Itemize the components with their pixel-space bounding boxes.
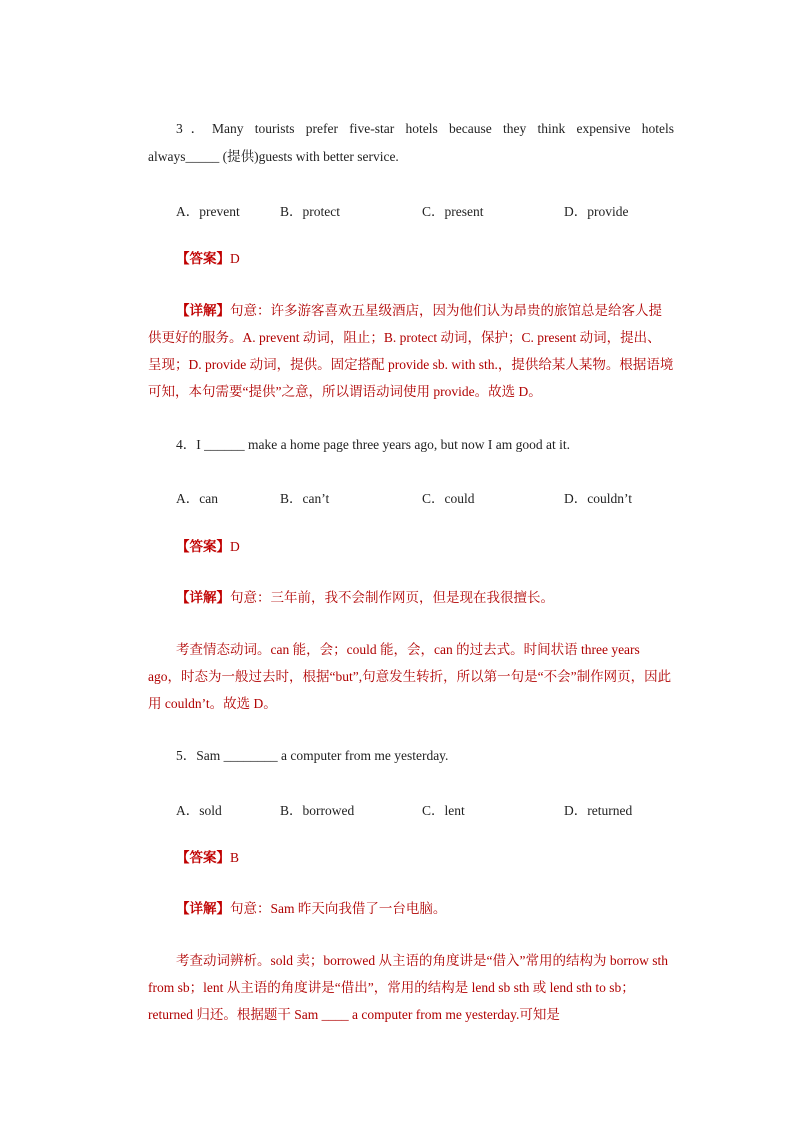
detail-text: 句意：三年前，我不会制作网页，但是现在我很擅长。 [230,590,554,605]
q4-answer [176,538,240,556]
q5-answer [176,849,239,867]
q4-option-d: D．couldn’t [564,491,632,506]
detail-text: 句意：许多游客喜欢五星级酒店，因为他们认为昂贵的旅馆总是给客人提供更好的服务。A. prevent 动词，阻止；B. protect 动词，保护；C. present 动词，提出、呈现；D. provide 动词，提供。固定搭配 provide sb. with sth.，提供给某人某物。根据语境可知，本句需要“提供”之意，所以谓语动词使用 provide。故选 D。 [148,303,674,399]
question-3-line-2: always_____ (提供)guests with better service. [148,149,399,164]
q3-option-d: D．provide [564,204,629,219]
q3-answer [176,250,240,268]
q5-option-b: B．borrowed [280,803,355,818]
q4-option-b: B．can’t [280,491,330,506]
q4-analysis: 考查情态动词。can 能，会；could 能，会，can 的过去式。时间状语 three years ago，时态为一般过去时，根据“but”,句意发生转折，所以第一句是“不会”制作网页，因此用 couldn’t。故选 D。 [148,642,672,711]
q4-detail [176,589,554,607]
q3-option-a: A．prevent [176,204,240,219]
detail-tag: 【详解】 [176,303,230,318]
q3-detail [148,297,674,405]
detail-tag: 【详解】 [176,590,230,605]
q3-option-c: C．present [422,204,484,219]
answer-tag: 【答案】 [176,539,230,554]
answer-tag: 【答案】 [176,251,230,266]
question-5-line-1: 5．Sam ________ a computer from me yesterday. [176,748,449,763]
q5-option-c: C．lent [422,803,465,818]
q4-option-c: C．could [422,491,475,506]
q5-detail [176,900,446,918]
detail-text: 句意：Sam 昨天向我借了一台电脑。 [230,901,447,916]
question-3-line-1: 3．Many tourists prefer five-star hotels because they think expensive hotels [176,121,674,136]
answer-value: B [230,850,240,865]
q5-option-a: A．sold [176,803,222,818]
q3-option-b: B．protect [280,204,340,219]
question-4-line-1: 4．I ______ make a home page three years ago, but now I am good at it. [176,437,571,452]
q5-analysis: 考查动词辨析。sold 卖；borrowed 从主语的角度讲是“借入”常用的结构为 borrow sth from sb；lent 从主语的角度讲是“借出”，常用的结构是 lend sb sth 或 lend sth to sb；returned 归还。根据题干 Sam ____ a computer from me yesterday.可知是 [148,953,668,1022]
q4-option-a: A．can [176,491,218,506]
answer-value: D [230,539,240,554]
q5-option-d: D．returned [564,803,633,818]
answer-tag: 【答案】 [176,850,230,865]
answer-value: D [230,251,240,266]
detail-tag: 【详解】 [176,901,230,916]
